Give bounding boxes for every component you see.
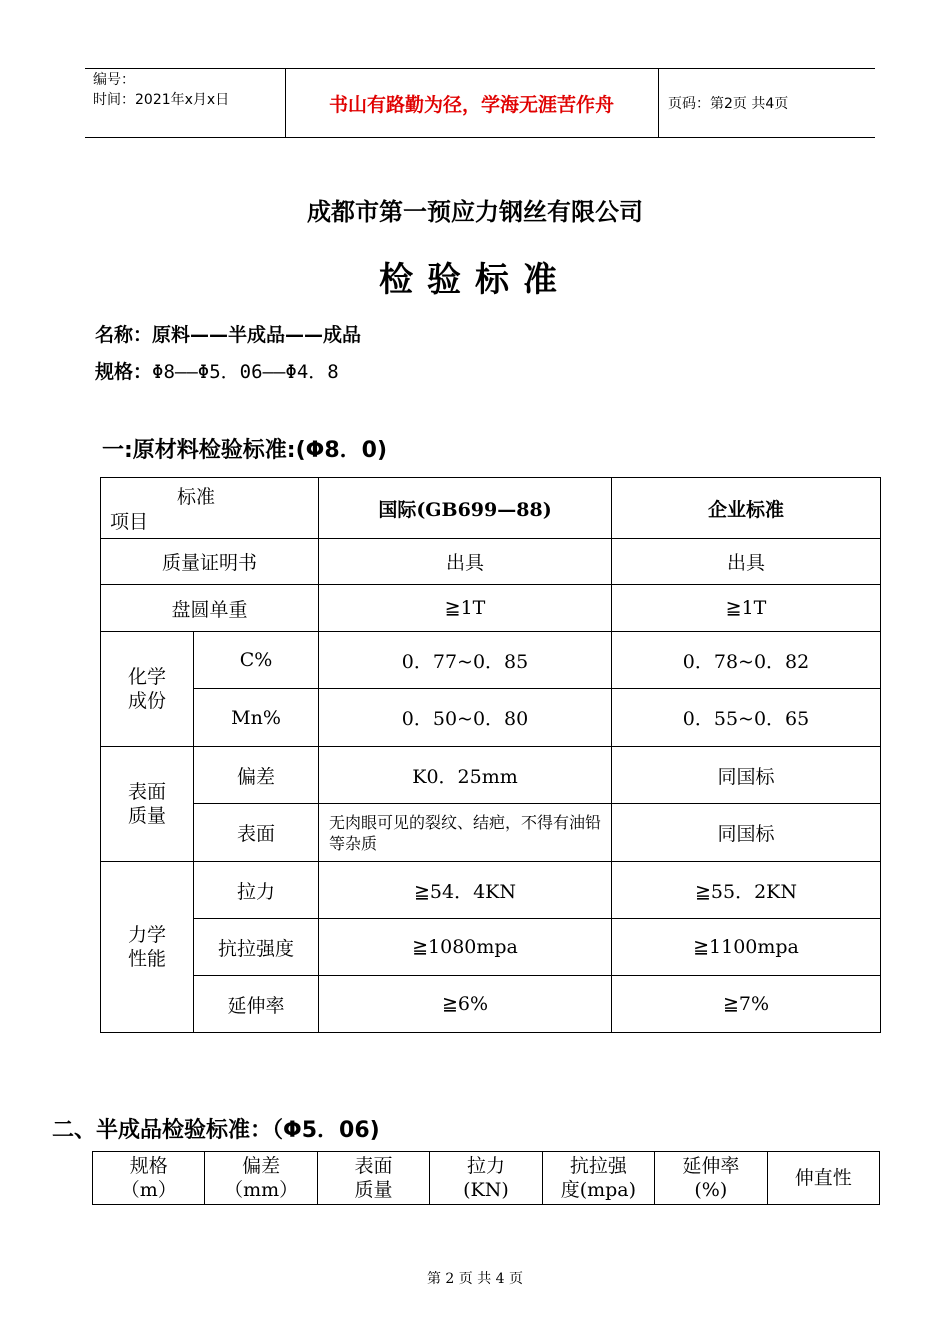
page-footer: 第 2 页 共 4 页 bbox=[426, 1271, 524, 1287]
row-enterprise: ≧1100mpa bbox=[612, 919, 881, 976]
table-row bbox=[101, 919, 881, 976]
row-item: C% bbox=[194, 632, 319, 689]
row-item: Mn% bbox=[194, 689, 319, 747]
name-line bbox=[95, 320, 361, 347]
name-value: 原料——半成品——成品 bbox=[152, 324, 362, 346]
header-item: 项目 bbox=[110, 511, 149, 533]
row-national: 出具 bbox=[319, 539, 612, 585]
section2-title: 二、半成品检验标准：（Φ5．06) bbox=[52, 1118, 380, 1143]
table-row bbox=[101, 539, 881, 585]
row-national: ≧1080mpa bbox=[319, 919, 612, 976]
table-row bbox=[101, 862, 881, 919]
semi-product-table bbox=[92, 1151, 880, 1205]
col-strength: 抗拉强 度(mpa) bbox=[542, 1152, 654, 1205]
row-item: 质量证明书 bbox=[101, 539, 319, 585]
company-name: 成都市第一预应力钢丝有限公司 bbox=[307, 198, 643, 226]
row-national: K0．25mm bbox=[319, 747, 612, 804]
table-row bbox=[101, 804, 881, 862]
spec-line bbox=[95, 357, 339, 384]
header-motto: 书山有路勤为径，学海无涯苦作舟 bbox=[285, 69, 659, 137]
row-item: 表面 bbox=[194, 804, 319, 862]
row-item: 抗拉强度 bbox=[194, 919, 319, 976]
row-national: 无肉眼可见的裂纹、结疤，不得有油铅等杂质 bbox=[319, 804, 612, 862]
time-label: 时间：2021年x月x日 bbox=[93, 92, 230, 108]
document-title: 检验标准 bbox=[379, 260, 571, 300]
header-standard: 标准 bbox=[177, 486, 216, 508]
spec-label: 规格： bbox=[95, 361, 153, 383]
col-spec: 规格 （m） bbox=[93, 1152, 205, 1205]
row-enterprise: 同国标 bbox=[612, 747, 881, 804]
col-surface: 表面 质量 bbox=[317, 1152, 429, 1205]
row-item: 拉力 bbox=[194, 862, 319, 919]
header-page-label: 页码：第2页 共4页 bbox=[668, 96, 789, 112]
group-surface: 表面 质量 bbox=[101, 747, 194, 862]
row-item: 盘圆单重 bbox=[101, 585, 319, 632]
col-deviation: 偏差 （mm） bbox=[205, 1152, 317, 1205]
row-enterprise: ≧55．2KN bbox=[612, 862, 881, 919]
row-enterprise: ≧7% bbox=[612, 976, 881, 1033]
row-national: 0．77~0．85 bbox=[319, 632, 612, 689]
row-enterprise: 0．55~0．65 bbox=[612, 689, 881, 747]
col-elongation: 延伸率 (%) bbox=[655, 1152, 767, 1205]
col-tension: 拉力 (KN) bbox=[430, 1152, 542, 1205]
section1-title: 一:原材料检验标准:(Φ8．0) bbox=[102, 438, 388, 463]
row-national: ≧6% bbox=[319, 976, 612, 1033]
row-item: 偏差 bbox=[194, 747, 319, 804]
group-mechanical: 力学 性能 bbox=[101, 862, 194, 1033]
row-item: 延伸率 bbox=[194, 976, 319, 1033]
table-row bbox=[101, 585, 881, 632]
group-chemistry: 化学 成份 bbox=[101, 632, 194, 747]
row-enterprise: ≧1T bbox=[612, 585, 881, 632]
raw-material-table bbox=[100, 477, 881, 1033]
table-row bbox=[101, 747, 881, 804]
col-enterprise: 企业标准 bbox=[612, 478, 881, 539]
table1-corner-header bbox=[101, 478, 319, 539]
spec-value: Φ8——Φ5．06——Φ4．8 bbox=[152, 361, 339, 383]
name-label: 名称： bbox=[95, 324, 153, 346]
row-national: 0．50~0．80 bbox=[319, 689, 612, 747]
table-row bbox=[101, 689, 881, 747]
col-national: 国际(GB699—88) bbox=[319, 478, 612, 539]
row-enterprise: 出具 bbox=[612, 539, 881, 585]
page-header bbox=[85, 68, 875, 138]
header-info-cell bbox=[85, 69, 286, 137]
table-row bbox=[101, 632, 881, 689]
row-enterprise: 0．78~0．82 bbox=[612, 632, 881, 689]
col-straightness: 伸直性 bbox=[767, 1152, 879, 1205]
table-row bbox=[101, 976, 881, 1033]
row-national: ≧1T bbox=[319, 585, 612, 632]
row-national: ≧54．4KN bbox=[319, 862, 612, 919]
row-enterprise: 同国标 bbox=[612, 804, 881, 862]
number-label: 编号： bbox=[93, 72, 135, 88]
